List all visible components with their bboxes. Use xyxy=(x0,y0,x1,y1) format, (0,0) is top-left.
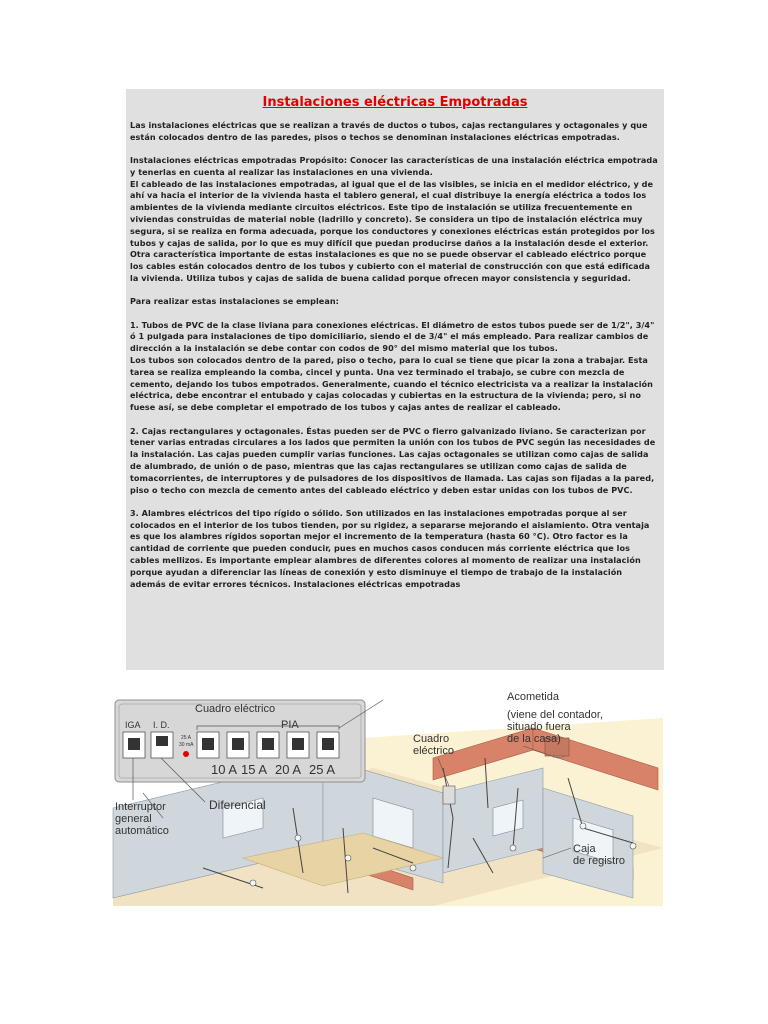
paragraph-alambres: 3. Alambres eléctricos del tipo rígido o sólido. Son utilizados en las instalaciones empotradas porque al ser colocados en el interior de los tubos tienden, por su rigidez, a separarse mejorando el aislamiento. Otra ventaja es que los alambres rígidos soportan mejor el incremento de la temperatura (hasta 60 °C). Otro factor es la cantidad de corriente que pueden conducir, pues en muchos casos conducen más corriente eléctrica que los cables mellizos. Es importante emplear alambres de diferentes colores al momento de realizar una instalación porque ayudan a diferenciar las líneas de conexión y esto disminuye el tiempo de trabajo de la instalación además de evitar errores técnicos. Instalaciones eléctricas empotradas xyxy=(130,507,650,589)
id-rating-sensitivity: 30 mA xyxy=(179,742,194,748)
id-rating-current: 25 A xyxy=(181,735,192,741)
svg-text:situado fuera: situado fuera xyxy=(507,721,571,733)
illustration-svg xyxy=(113,691,663,906)
panel-pia-label: PIA xyxy=(281,719,299,731)
svg-text:Cuadro: Cuadro xyxy=(413,733,450,745)
breaker-label-25a: 25 A xyxy=(309,762,336,777)
svg-text:Interruptor: Interruptor xyxy=(115,801,166,813)
svg-text:eléctrico: eléctrico xyxy=(413,745,454,757)
svg-text:Diferencial: Diferencial xyxy=(209,798,266,812)
paragraph-cajas: 2. Cajas rectangulares y octagonales. Éstas pueden ser de PVC o fierro galvanizado liviano. Se caracterizan por tener varias entradas circulares a los lados que permiten la unión con los tubos de PVC según las necesidades de la instalación. Las cajas pueden cumplir varias funciones. Las cajas octagonales se utilizan como cajas de salida de alumbrado, de unión o de paso, mientras que las cajas rectangulares se utilizan como cajas de salida de tomacorrientes, de interruptores y de pulsadores de los dispositivos de llamada. Las cajas son fijadas a la pared, piso o techo con mezcla de cemento antes del cableado eléctrico y deben estar unidas con los tubos de PVC. xyxy=(130,425,656,495)
paragraph-cableado: El cableado de las instalaciones empotradas, al igual que el de las visibles, se inicia en el medidor eléctrico, y de ahí va hacia el interior de la vivienda hasta el tablero general, el cual distribuye la energía eléctrica a todos los ambientes de la vivienda mediante circuitos eléctricos. Este tipo de instalación se utiliza frecuentemente en viviendas construidas de material noble (ladrillo y concreto). Se considera un tipo de instalación eléctrica muy segura, si se realiza en forma adecuada, porque los conductores y conexiones eléctricas están protegidos por los tubos y cajas de salida, por lo que es muy difícil que puedan producirse daños a la instalación desde el exterior. Otra característica importante de estas instalaciones es que no se puede observar el cableado eléctrico porque los cables están colocados dentro de los tubos y cubierto con el material de construcción con que está edificada la vivienda. Utiliza tubos y cajas de salida de buena calidad porque ofrecen mayor consistencia y seguridad. xyxy=(130,178,655,284)
installation-illustration xyxy=(113,691,663,906)
paragraph-colocados: Los tubos son colocados dentro de la pared, piso o techo, para lo cual se tiene que picar la zona a trabajar. Esta tarea se realiza empleando la comba, cincel y punta. Una vez terminado el trabajo, se cubre con mezcla de cemento, dejando los tubos empotrados. Generalmente, cuando el técnico electricista va a realizar la instalación eléctrica, debe encontrar el entubado y cajas colocadas y cubiertas en la estructura de la vivienda; pero, si no fuese así, se debe completar el empotrado de los tubos y cajas antes de realizar el cableado. xyxy=(130,355,653,413)
paragraph-intro: Las instalaciones eléctricas que se realizan a través de ductos o tubos, cajas rectangulares y octagonales y que están colocados dentro de las paredes, pisos o techos se denominan instalaciones eléctricas empotradas. xyxy=(130,120,648,142)
breaker-label-20a: 20 A xyxy=(275,762,302,777)
breaker-label-10a: 10 A xyxy=(211,762,238,777)
svg-text:automático: automático xyxy=(115,825,169,837)
document-title: Instalaciones eléctricas Empotradas xyxy=(262,95,528,110)
panel-iga-label: IGA xyxy=(125,720,141,730)
svg-text:(viene del contador,: (viene del contador, xyxy=(507,709,604,721)
svg-text:Caja: Caja xyxy=(573,843,596,855)
svg-text:Acometida: Acometida xyxy=(507,691,559,703)
svg-text:general: general xyxy=(115,813,152,825)
paragraph-purpose: Instalaciones eléctricas empotradas Propósito: Conocer las características de una instalación eléctrica empotrada y tenerlas en cuenta al realizar las instalaciones en una vivienda. xyxy=(130,155,658,177)
wall-panel-box xyxy=(443,786,455,804)
breaker-label-15a: 15 A xyxy=(241,762,268,777)
document-body xyxy=(126,120,664,590)
svg-text:de registro: de registro xyxy=(573,855,625,867)
paragraph-emplean: Para realizar estas instalaciones se emplean: xyxy=(130,296,339,307)
breaker-panel xyxy=(115,700,383,782)
panel-id-label: I. D. xyxy=(153,720,170,730)
paragraph-tubos: 1. Tubos de PVC de la clase liviana para conexiones eléctricas. El diámetro de estos tubos puede ser de 1/2", 3/4" ó 1 pulgada para instalaciones de tipo domiciliario, siendo el de 3/4" el más empleado. Para realizar cambios de dirección a la instalación se debe contar con codos de 90° del mismo material que los tubos. xyxy=(130,319,655,354)
panel-title: Cuadro eléctrico xyxy=(195,703,276,715)
test-button-icon xyxy=(183,751,189,757)
document-panel xyxy=(126,89,664,670)
svg-text:de la casa): de la casa) xyxy=(507,733,561,745)
